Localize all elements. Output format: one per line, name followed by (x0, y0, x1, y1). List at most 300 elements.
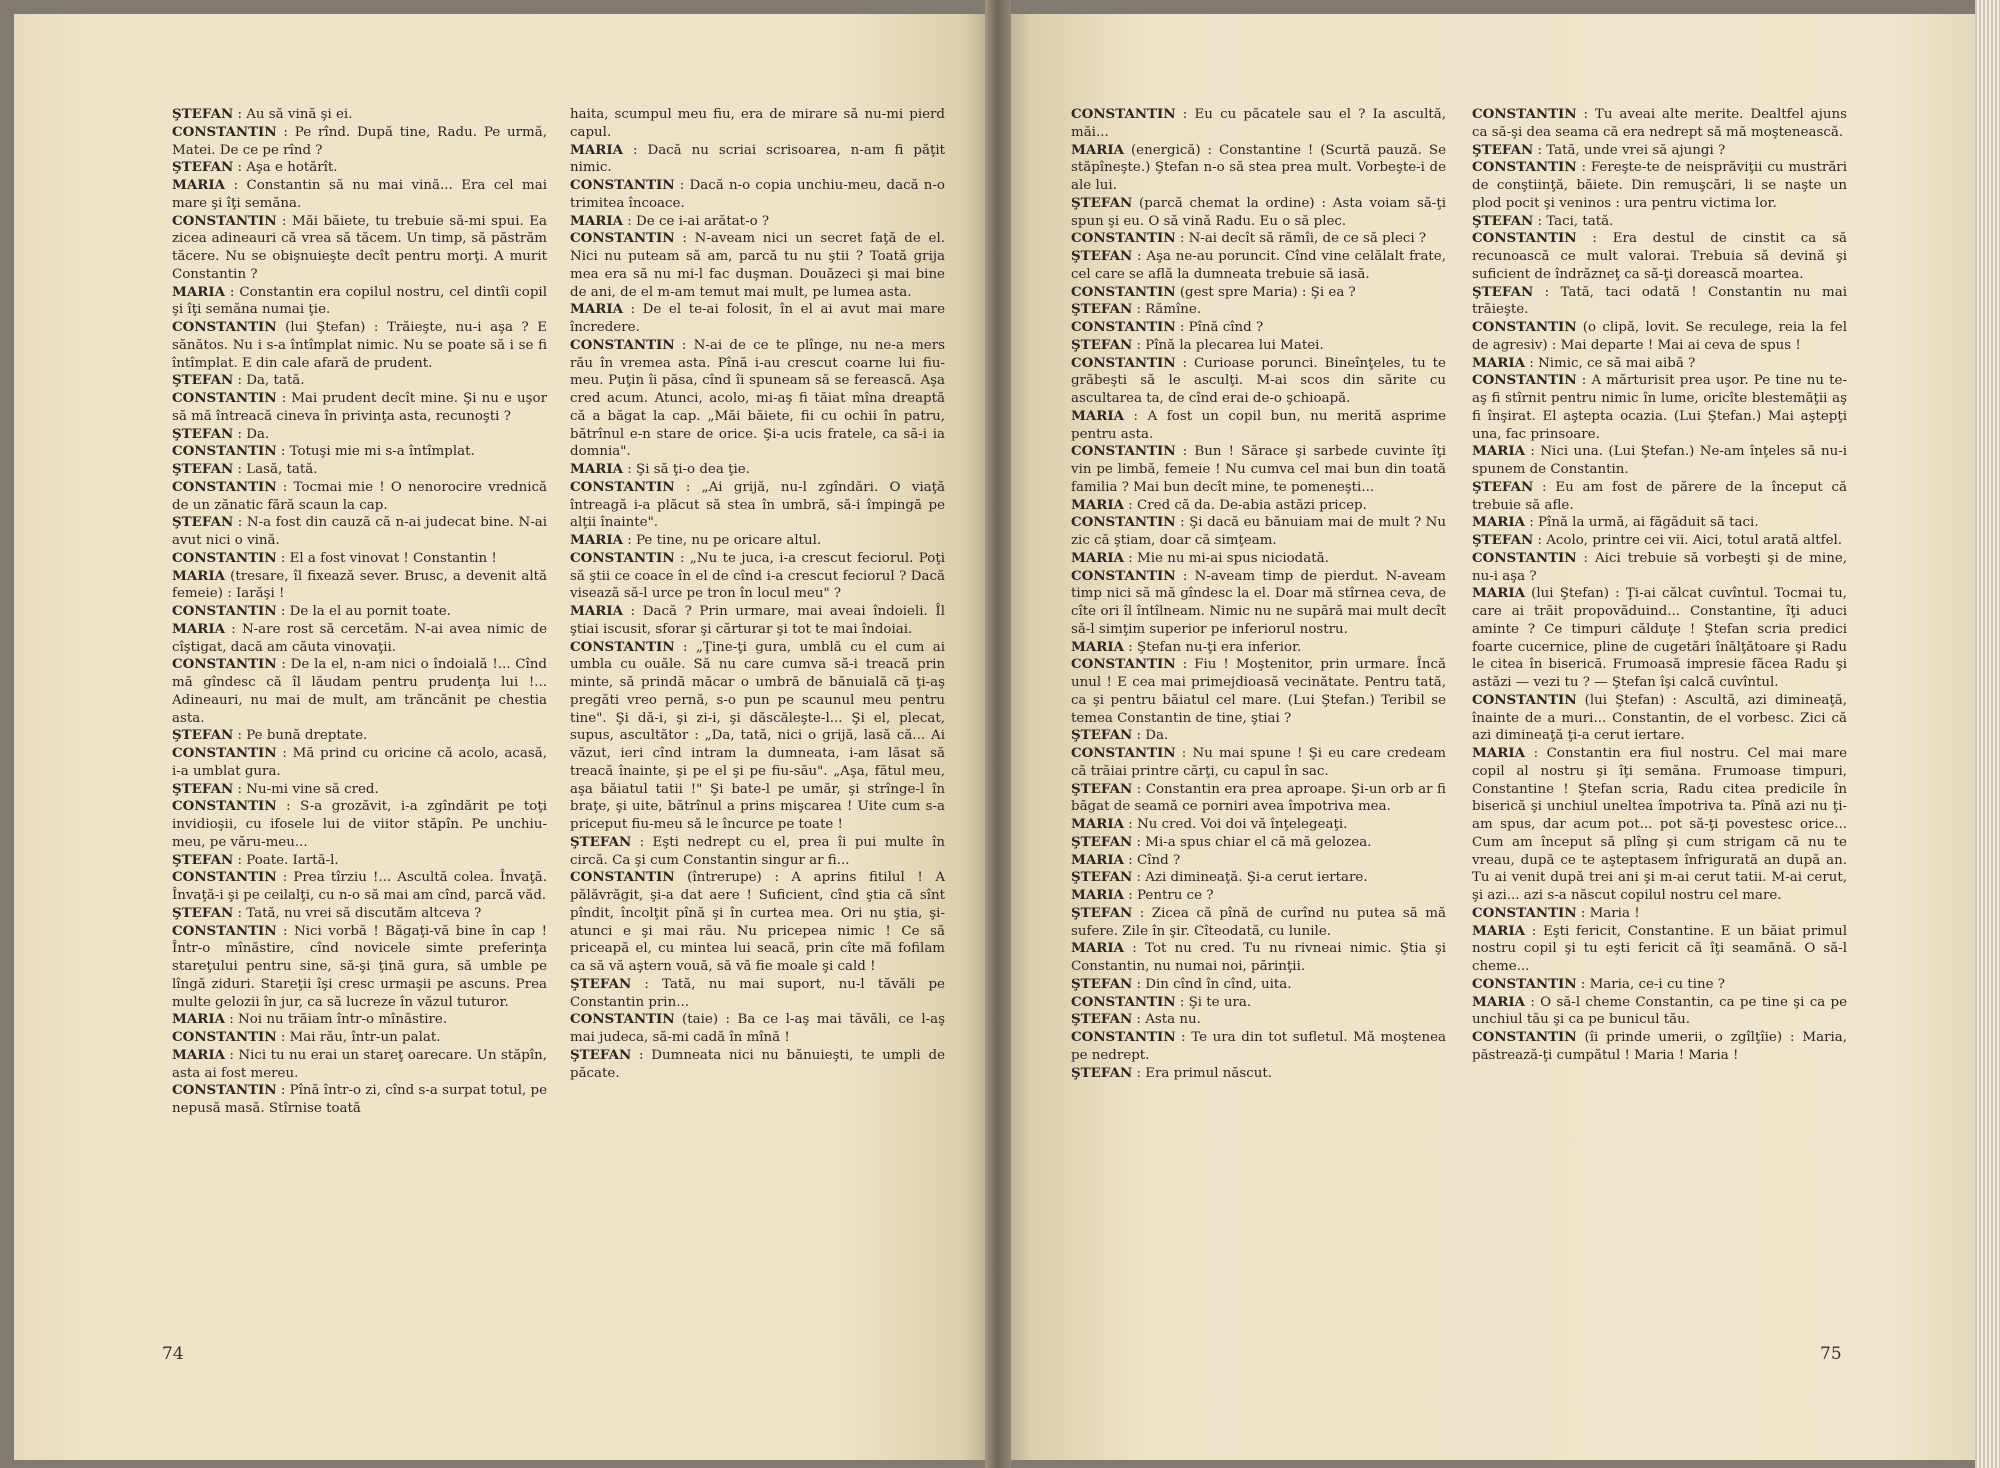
dialogue-line (570, 603, 945, 639)
dialogue-line (1071, 568, 1446, 639)
dialogue-text: : Nici tu nu erai un stareţ oarecare. Un stăpîn, asta ai fost mereu. (172, 1047, 547, 1081)
speaker-name: CONSTANTIN (172, 123, 277, 140)
dialogue-line (172, 745, 547, 781)
dialogue-text: : Cînd ? (1124, 852, 1181, 868)
speaker-name: ŞTEFAN (172, 514, 234, 531)
dialogue-line (172, 905, 547, 923)
dialogue-text: : De el te-ai folosit, în el ai avut mai mare încredere. (570, 302, 945, 335)
dialogue-line (172, 514, 547, 550)
speaker-name: CONSTANTIN (172, 922, 277, 939)
speaker-name: CONSTANTIN (1472, 691, 1577, 708)
speaker-name: ŞTEFAN (1472, 212, 1534, 229)
dialogue-text: : Şi să ţi-o dea ţie. (623, 462, 750, 477)
dialogue-text: : Tată, taci odată ! Constantin nu mai trăieşte. (1472, 284, 1847, 318)
speaker-name: CONSTANTIN (172, 798, 277, 815)
dialogue-line (570, 461, 945, 479)
dialogue-text: : Pe rînd. După tine, Radu. Pe urmă, Matei. De ce pe rînd ? (172, 124, 547, 158)
dialogue-text: : Da, tată. (233, 373, 305, 389)
dialogue-text: : Eu am fost de părere de la început că trebuie să afle. (1472, 479, 1847, 513)
dialogue-text: : El a fost vinovat ! Constantin ! (276, 550, 497, 566)
dialogue-line (1472, 319, 1847, 355)
dialogue-text: : De la el au pornit toate. (276, 604, 451, 619)
speaker-name: MARIA (1071, 816, 1124, 832)
dialogue-line (570, 213, 945, 231)
speaker-name: CONSTANTIN (1472, 1029, 1577, 1045)
dialogue-line (1071, 656, 1446, 727)
dialogue-text: : Mai rău, într-un palat. (276, 1030, 441, 1045)
dialogue-line (570, 479, 945, 532)
dialogue-line (172, 213, 547, 284)
dialogue-text: : Pînă într-o zi, cînd s-a surpat totul, pe nepusă masă. Stîrnise toată (172, 1083, 547, 1116)
dialogue-line (1472, 514, 1847, 532)
dialogue-line (570, 550, 945, 603)
speaker-name: CONSTANTIN (172, 745, 277, 761)
speaker-name: CONSTANTIN (172, 212, 277, 229)
dialogue-text: : Au să vină şi ei. (233, 107, 353, 122)
dialogue-text: : Eşti fericit, Constantine. E un băiat primul nostru copil şi tu eşti fericit că îţi seamănă. O să-l cheme... (1472, 923, 1847, 974)
dialogue-line (172, 124, 547, 160)
dialogue-line (1472, 905, 1847, 923)
dialogue-text: : Măi băiete, tu trebuie să-mi spui. Ea zicea adineauri că vrea să tăcem. Un timp, să păstrăm tăcere. Nu se obişnuieşte decît pentru morţi. A murit Constantin ? (172, 213, 547, 282)
dialogue-line (1071, 230, 1446, 248)
dialogue-line (1071, 727, 1446, 745)
dialogue-text: : Mai prudent decît mine. Şi nu e uşor să mă întreacă cineva în privinţa asta, recunoşti ? (172, 391, 547, 424)
dialogue-line (1472, 443, 1847, 479)
left-page-column-2 (570, 106, 945, 1082)
speaker-name: CONSTANTIN (1472, 106, 1577, 122)
dialogue-line (1472, 976, 1847, 994)
dialogue-text: : A mărturisit prea uşor. Pe tine nu te-aş fi stîrnit pentru nimic în lume, oricîte blestemăţii aş fi înşirat. El aştepta ocazia. (Lui Ştefan.) Mai aştepţi una, fac prinsoare. (1472, 373, 1847, 442)
speaker-name: ŞTEFAN (172, 780, 234, 797)
dialogue-text: : Tată, nu vrei să discutăm altceva ? (233, 905, 482, 921)
speaker-name: MARIA (570, 301, 623, 318)
dialogue-line (1071, 248, 1446, 284)
dialogue-line (570, 639, 945, 834)
dialogue-text: : „Ţine-ţi gura, umblă cu el cum ai umbla cu ouăle. Să nu care cumva să-i treacă prin minte, să prindă măcar o umbră de bănuială că ţi-aş pregăti vreo pernă, s-o pun pe scaunul meu pentru tine". Şi dă-i, şi zi-i, şi dăscăleşte-l... Şi el, plecat, supus, ascultător : „Da, tată, nici o grijă, lasă că... Ai văzut, ieri cînd intram la dumneata, i-am lăsat să treacă înainte, şi pe el şi pe fiu-său". „Aşa, fătul meu, aşa băiatul tatii !" Şi bate-l pe umăr, şi strînge-l în braţe, şi uite, bătrînul a prins mişcarea ! Uite cum s-a priceput fiu-meu să le încurce pe toate ! (570, 639, 945, 832)
dialogue-text: : Asta nu. (1132, 1012, 1201, 1028)
book-spine-gutter (985, 0, 1011, 1468)
dialogue-line (570, 1047, 945, 1083)
dialogue-line (1071, 550, 1446, 568)
dialogue-text: : Pentru ce ? (1124, 888, 1214, 903)
speaker-name: CONSTANTIN (1071, 1029, 1176, 1045)
dialogue-text: : O să-l cheme Constantin, ca pe tine şi ca pe unchiul tău şi ca pe bunicul tău. (1472, 994, 1847, 1028)
dialogue-text: : „Ai grijă, nu-l zgîndări. O viaţă întreagă i-a plăcut să stea în umbră, să-i împingă pe alţii înainte". (570, 479, 945, 531)
dialogue-line (1071, 976, 1446, 994)
dialogue-line (172, 727, 547, 745)
dialogue-line (172, 781, 547, 799)
dialogue-text: : „Nu te juca, i-a crescut feciorul. Poţi să ştii ce coace în el de cînd i-a crescut feciorul ? Dacă visează să-l urce pe tron în locul meu" ? (570, 550, 945, 602)
dialogue-line (172, 159, 547, 177)
dialogue-line (1071, 195, 1446, 231)
speaker-name: CONSTANTIN (1472, 230, 1577, 247)
dialogue-text: : Aşa ne-au poruncit. Cînd vine celălalt frate, cel care se află la dumneata trebuie să iasă. (1071, 249, 1446, 282)
dialogue-line (1071, 834, 1446, 852)
speaker-name: ŞTEFAN (172, 851, 234, 868)
dialogue-text: : De ce i-ai arătat-o ? (623, 213, 770, 229)
speaker-name: ŞTEFAN (1472, 478, 1534, 495)
speaker-name: CONSTANTIN (172, 390, 277, 406)
dialogue-text: (lui Ştefan) : Ţi-ai călcat cuvîntul. Tocmai tu, care ai trăit propovăduind... Constantine, îţi aduci aminte ? Ce timpuri călduţe ! Ştefan scria predici foarte cucernice, pline de cugetări înălţătoare şi Radu le citea în biserică. Frumoasă impresie făcea Radu şi astăzi — vezi tu ? — Ştefan îşi calcă cuvîntul. (1472, 586, 1847, 690)
dialogue-text: : Dacă ? Prin urmare, mai aveai îndoieli. Îl ştiai iscusit, sforar şi cărturar şi tot te mai îndoiai. (570, 604, 945, 637)
speaker-name: MARIA (1071, 549, 1124, 566)
speaker-name: CONSTANTIN (570, 638, 675, 655)
dialogue-text: : Pînă cînd ? (1175, 320, 1264, 335)
speaker-name: MARIA (172, 1011, 225, 1028)
speaker-name: CONSTANTIN (172, 1082, 277, 1099)
speaker-name: CONSTANTIN (1472, 904, 1577, 921)
dialogue-line (172, 1082, 547, 1118)
dialogue-line: haita, scumpul meu fiu, era de mirare să nu-mi pierd capul. (570, 107, 945, 140)
dialogue-text: : Noi nu trăiam într-o mînăstire. (225, 1012, 448, 1028)
dialogue-text: : Azi dimineaţă. Şi-a cerut iertare. (1132, 870, 1368, 886)
dialogue-line (1071, 1011, 1446, 1029)
speaker-name: CONSTANTIN (1472, 975, 1577, 992)
dialogue-line (172, 372, 547, 390)
dialogue-text: : Te ura din tot sufletul. Mă moştenea pe nedrept. (1071, 1030, 1446, 1063)
dialogue-text: (tresare, îl fixează sever. Brusc, a devenit altă femeie) : Iarăşi ! (172, 568, 547, 602)
speaker-name: CONSTANTIN (1472, 372, 1577, 389)
dialogue-text: : Tată, nu mai suport, nu-l tăvăli pe Constantin prin... (570, 976, 945, 1010)
left-page (14, 14, 991, 1460)
speaker-name: CONSTANTIN (172, 319, 277, 335)
dialogue-line (570, 976, 945, 1012)
dialogue-line (1472, 532, 1847, 550)
speaker-name: CONSTANTIN (1071, 230, 1176, 247)
dialogue-text: : Maria, ce-i cu tine ? (1576, 976, 1725, 992)
dialogue-text: : Rămîne. (1132, 302, 1202, 318)
dialogue-line (172, 923, 547, 1012)
speaker-name: MARIA (1472, 585, 1525, 602)
speaker-name: MARIA (1472, 922, 1525, 939)
dialogue-line (172, 550, 547, 568)
dialogue-text: : Din cînd în cînd, uita. (1132, 976, 1292, 992)
speaker-name: ŞTEFAN (172, 425, 234, 442)
speaker-name: ŞTEFAN (1071, 975, 1133, 992)
dialogue-text: : Fereşte-te de neisprăviţii cu mustrări de conştiinţă, băiete. Din remuşcări, li se naşte un plod pocit şi veninos : ura pentru victima lor. (1472, 160, 1847, 211)
speaker-name: CONSTANTIN (1071, 319, 1176, 335)
dialogue-line (1071, 887, 1446, 905)
speaker-name: CONSTANTIN (1071, 106, 1176, 122)
dialogue-line (1472, 692, 1847, 745)
dialogue-text: : Nu-mi vine să cred. (233, 781, 379, 797)
page-number-left: 74 (162, 1344, 184, 1364)
speaker-name: MARIA (1071, 141, 1124, 158)
dialogue-text: (lui Ştefan) : Ascultă, azi dimineaţă, înainte de a muri... Constantin, de el vorbesc. Zici că azi dimineaţă ţi-a cerut iertare. (1472, 692, 1847, 744)
speaker-name: ŞTEFAN (570, 833, 632, 850)
speaker-name: MARIA (570, 141, 623, 158)
dialogue-line (172, 621, 547, 657)
dialogue-line (1071, 142, 1446, 195)
speaker-name: CONSTANTIN (1071, 283, 1176, 300)
dialogue-line (172, 461, 547, 479)
dialogue-line (570, 532, 945, 550)
dialogue-line (1071, 497, 1446, 515)
speaker-name: CONSTANTIN (172, 869, 277, 886)
right-page-column-2 (1472, 106, 1847, 1065)
right-page (1003, 14, 1986, 1460)
dialogue-text: : Şi dacă eu bănuiam mai de mult ? Nu zic că ştiam, doar că simţeam. (1071, 515, 1446, 548)
dialogue-text: : Fiu ! Moştenitor, prin urmare. Încă unul ! E cea mai primejdioasă vecinătate. Pentru tată, ca şi pentru băiatul cel mare. (Lui Ştefan.) Teribil se temea Constantin de tine, ştiai ? (1071, 657, 1446, 726)
speaker-name: MARIA (1071, 851, 1124, 868)
dialogue-text: : Pînă la plecarea lui Matei. (1132, 337, 1324, 353)
speaker-name: CONSTANTIN (172, 603, 277, 619)
dialogue-text: : A fost un copil bun, nu merită asprime pentru asta. (1071, 408, 1446, 442)
dialogue-text: : Aici trebuie să vorbeşti şi de mine, nu-i aşa ? (1472, 550, 1847, 584)
speaker-name: CONSTANTIN (1071, 443, 1176, 460)
right-page-column-1 (1071, 106, 1446, 1082)
speaker-name: CONSTANTIN (570, 230, 675, 247)
dialogue-line (1472, 745, 1847, 905)
dialogue-text: : Nimic, ce să mai aibă ? (1525, 355, 1696, 371)
dialogue-line (172, 390, 547, 426)
dialogue-text: : Taci, tată. (1533, 213, 1614, 229)
dialogue-text: : Era destul de cinstit ca să recunoască ce mult valorai. Trebuia să devină şi suficient de îndrăzneţ ca să-ţi dorească moartea. (1472, 231, 1847, 282)
dialogue-text: : Tocmai mie ! O nenorocire vrednică de un zănatic fără scaun la cap. (172, 479, 547, 513)
dialogue-text: : N-aveam timp de pierdut. N-aveam timp nici să mă gîndesc la el. Doar mă stîrnea ceva, de cîte ori îl întîlneam. Nimic nu ne supără mai mult decît să-l simţim superior pe inferiorul nostru. (1071, 568, 1446, 637)
speaker-name: MARIA (1071, 638, 1124, 655)
dialogue-text: : Mie nu mi-ai spus niciodată. (1124, 550, 1329, 566)
speaker-name: ŞTEFAN (1472, 532, 1534, 548)
dialogue-text: : Ştefan nu-ţi era inferior. (1124, 639, 1302, 655)
speaker-name: ŞTEFAN (172, 904, 234, 921)
dialogue-line (1472, 230, 1847, 283)
speaker-name: CONSTANTIN (1071, 993, 1176, 1010)
dialogue-line (1071, 514, 1446, 550)
speaker-name: CONSTANTIN (1071, 354, 1176, 371)
dialogue-text: : Constantin era fiul nostru. Cel mai mare copil al nostru şi îţi semăna. Frumoase timpuri, Constantine ! Ştefan scria, Radu citea predicile în biserică şi unchiul uneltea împotriva ta. Pînă azi nu ţi-am spus, dar acum pot... pot să-ţi povestesc orice... Cum am început să plîng şi cum strigam că nu te vreau, după ce te aşteptasem înfrigurată an după an. Tu ai venit după trei ani şi m-ai cerut tatii. M-ai cerut, şi azi... azi s-a născut copilul nostru cel mare. (1472, 746, 1847, 903)
dialogue-text: (lui Ştefan) : Trăieşte, nu-i aşa ? E sănătos. Nu i s-a întîmplat nimic. Nu se poate să i se fi întîmplat. E din cale afară de prudent. (172, 320, 547, 371)
dialogue-text: : Pînă la urmă, ai făgăduit să taci. (1525, 515, 1759, 531)
dialogue-line (1071, 781, 1446, 817)
dialogue-line (570, 177, 945, 213)
speaker-name: MARIA (1472, 993, 1525, 1010)
dialogue-text: : Mă prind cu oricine că acolo, acasă, i-a umblat gura. (172, 746, 547, 779)
dialogue-line (570, 230, 945, 301)
speaker-name: ŞTEFAN (1071, 780, 1133, 797)
dialogue-text: : Curioase porunci. Bineînţeles, tu te grăbeşti să le asculţi. M-ai scos din sărite cu ascultarea ta, de cînd erai de-o şchioapă. (1071, 355, 1446, 406)
dialogue-line (570, 834, 945, 870)
dialogue-text: (parcă chemat la ordine) : Asta voiam să-ţi spun şi eu. O să vină Radu. Eu o să plec. (1071, 195, 1446, 229)
speaker-name: MARIA (1071, 407, 1124, 424)
dialogue-line (1071, 355, 1446, 408)
dialogue-line (570, 301, 945, 337)
dialogue-text: : Totuşi mie mi s-a întîmplat. (276, 444, 475, 460)
dialogue-line (172, 177, 547, 213)
dialogue-text: : S-a grozăvit, i-a zgîndărit pe toţi invidioşii, cu ifosele lui de viitor stăpîn. Pe unchiu-meu, pe văru-meu... (172, 799, 547, 850)
page-number-right: 75 (1820, 1344, 1842, 1364)
speaker-name: ŞTEFAN (1071, 301, 1133, 318)
speaker-name: CONSTANTIN (172, 549, 277, 566)
dialogue-line (1071, 639, 1446, 657)
dialogue-line (1071, 994, 1446, 1012)
dialogue-line (172, 426, 547, 444)
speaker-name: CONSTANTIN (570, 336, 675, 353)
speaker-name: MARIA (1071, 940, 1124, 957)
dialogue-line (172, 319, 547, 372)
dialogue-text: : Tată, unde vrei să ajungi ? (1533, 142, 1726, 158)
dialogue-line (1071, 284, 1446, 302)
dialogue-text: : Da. (233, 426, 270, 442)
speaker-name: ŞTEFAN (1071, 869, 1133, 886)
dialogue-text: : N-a fost din cauză că n-ai judecat bine. N-ai avut nici o vină. (172, 515, 547, 548)
dialogue-line (1071, 301, 1446, 319)
speaker-name: MARIA (172, 1046, 225, 1063)
dialogue-text: (gest spre Maria) : Şi ea ? (1175, 284, 1356, 300)
speaker-name: MARIA (1472, 514, 1525, 531)
dialogue-line (172, 1029, 547, 1047)
dialogue-text: : Aşa e hotărît. (233, 160, 338, 176)
dialogue-line (1472, 585, 1847, 692)
dialogue-line (1472, 142, 1847, 160)
dialogue-text: : Nu mai spune ! Şi eu care credeam că trăiai printre cărţi, cu capul în sac. (1071, 746, 1446, 779)
dialogue-line (1071, 905, 1446, 941)
dialogue-text: : Pe bună dreptate. (233, 728, 368, 744)
speaker-name: ŞTEFAN (1071, 336, 1133, 353)
left-page-column-1 (172, 106, 547, 1118)
dialogue-line (1071, 869, 1446, 887)
dialogue-line (172, 284, 547, 320)
dialogue-line (172, 106, 547, 124)
dialogue-line (1071, 745, 1446, 781)
speaker-name: ŞTEFAN (570, 1046, 632, 1063)
speaker-name: MARIA (1472, 354, 1525, 371)
dialogue-line (172, 852, 547, 870)
dialogue-text: : N-aveam nici un secret faţă de el. Nici nu puteam să am, parcă tu nu ştii ? Toată grija mea era să nu mi-l fac duşman. Douăzeci şi mai bine de ani, de el m-am temut mai mult, pe lumea asta. (570, 231, 945, 300)
dialogue-text: : Tot nu cred. Tu nu rivneai nimic. Ştia şi Constantin, nu numai noi, părinţii. (1071, 941, 1446, 974)
dialogue-line (1071, 408, 1446, 444)
dialogue-line (1071, 1065, 1446, 1083)
speaker-name: CONSTANTIN (1472, 319, 1577, 335)
dialogue-text: : Dacă n-o copia unchiu-meu, dacă n-o trimitea încoace. (570, 178, 945, 211)
speaker-name: CONSTANTIN (570, 869, 675, 886)
speaker-name: CONSTANTIN (1472, 549, 1577, 566)
speaker-name: CONSTANTIN (1071, 514, 1176, 531)
speaker-name: CONSTANTIN (172, 443, 277, 460)
dialogue-text: : Era primul născut. (1132, 1065, 1273, 1081)
speaker-name: CONSTANTIN (570, 177, 675, 193)
dialogue-line (1071, 106, 1446, 142)
dialogue-line (1472, 550, 1847, 586)
dialogue-line (1472, 355, 1847, 373)
dialogue-text: : N-are rost să cercetăm. N-ai avea nimic de cîştigat, dacă am căuta vinovaţii. (172, 621, 547, 655)
speaker-name: ŞTEFAN (172, 727, 234, 744)
dialogue-line (570, 869, 945, 976)
dialogue-line (172, 656, 547, 727)
dialogue-text: : Prea tîrziu !... Ascultă colea. Învaţă. Învaţă-i şi pe ceilalţi, cu n-o să mai am cînd, parcă văd. (172, 870, 547, 903)
dialogue-line (1071, 940, 1446, 976)
dialogue-line (1472, 213, 1847, 231)
dialogue-line (1071, 319, 1446, 337)
dialogue-line (1472, 994, 1847, 1030)
speaker-name: MARIA (172, 177, 225, 193)
dialogue-line (1472, 159, 1847, 212)
dialogue-line (172, 798, 547, 851)
dialogue-text: : Da. (1132, 728, 1169, 744)
speaker-name: CONSTANTIN (172, 656, 277, 673)
dialogue-text: : De la el, n-am nici o îndoială !... Cînd mă gîndesc că îl lăudam pentru prudenţa lui !... Adineauri, nu mai de mult, am trăncănit pe chestia asta. (172, 657, 547, 726)
page-edges (1975, 0, 2000, 1468)
dialogue-text: : Lasă, tată. (233, 462, 318, 477)
dialogue-line (570, 1011, 945, 1047)
speaker-name: ŞTEFAN (1071, 194, 1133, 211)
dialogue-text: : Dumneata nici nu bănuieşti, te umpli de păcate. (570, 1047, 945, 1081)
speaker-name: CONSTANTIN (1071, 745, 1176, 761)
dialogue-line (1071, 1029, 1446, 1065)
speaker-name: ŞTEFAN (1472, 283, 1534, 300)
dialogue-line (172, 603, 547, 621)
speaker-name: ŞTEFAN (1071, 1064, 1133, 1081)
speaker-name: CONSTANTIN (1071, 567, 1176, 584)
dialogue-text: : N-ai de ce te plînge, nu ne-a mers rău în vremea asta. Pînă i-au crescut coarne lui fiu-meu. Puţin îi păsa, cînd îi spuneam să se ferească. Aşa cred acum. Atunci, acolo, mi-aş fi tăiat mîna dreaptă că a băgat la cap. „Măi băiete, fii cu ochii în patru, bătrînul e-n stare de orice. Şi-a ucis fratele, ca să-i ia domnia". (570, 337, 945, 460)
speaker-name: ŞTEFAN (1071, 248, 1133, 264)
dialogue-text: : Mi-a spus chiar el că mă gelozea. (1132, 834, 1372, 850)
speaker-name: ŞTEFAN (172, 159, 234, 176)
dialogue-text: : Nici una. (Lui Ştefan.) Ne-am înţeles să nu-i spunem de Constantin. (1472, 444, 1847, 477)
speaker-name: ŞTEFAN (570, 975, 632, 992)
dialogue-line (1472, 1029, 1847, 1065)
dialogue-line (1071, 443, 1446, 496)
dialogue-line (172, 443, 547, 461)
speaker-name: MARIA (1071, 496, 1124, 513)
speaker-name: CONSTANTIN (570, 1011, 675, 1028)
dialogue-text: : Dacă nu scriai scrisoarea, n-am fi păţit nimic. (570, 142, 945, 176)
dialogue-text: (energică) : Constantine ! (Scurtă pauză. Se stăpîneşte.) Ştefan n-o să stea prea mult. Vorbeşte-i de ale lui. (1071, 142, 1446, 193)
speaker-name: CONSTANTIN (570, 549, 675, 566)
dialogue-text: : Nici vorbă ! Băgaţi-vă bine în cap ! Într-o mînăstire, cînd novicele simte preferinţa stareţului pentru sine, să-şi ţină gura, să umble pe lîngă ziduri. Stareţii îşi cresc urmaşii pe ascuns. Prea multe gelozii în jur, ca să lucreze în văzul tuturor. (172, 923, 547, 1010)
dialogue-line (1472, 106, 1847, 142)
dialogue-line (1472, 284, 1847, 320)
speaker-name: ŞTEFAN (1071, 904, 1133, 921)
speaker-name: CONSTANTIN (570, 478, 675, 495)
speaker-name: ŞTEFAN (172, 372, 234, 389)
dialogue-text: : Pe tine, nu pe oricare altul. (623, 533, 822, 548)
dialogue-text: : Tu aveai alte merite. Dealtfel ajuns ca să-şi dea seama că era nedrept să mă moştenească. (1472, 107, 1847, 140)
speaker-name: CONSTANTIN (1071, 656, 1176, 673)
speaker-name: MARIA (172, 283, 225, 300)
dialogue-text: : N-ai decît să rămîi, de ce să pleci ? (1175, 231, 1427, 247)
speaker-name: MARIA (570, 212, 623, 229)
dialogue-line (172, 479, 547, 515)
speaker-name: ŞTEFAN (1472, 141, 1534, 158)
dialogue-line (1472, 479, 1847, 515)
dialogue-line (172, 869, 547, 905)
speaker-name: MARIA (570, 603, 623, 619)
speaker-name: MARIA (172, 620, 225, 637)
speaker-name: ŞTEFAN (1071, 833, 1133, 850)
dialogue-text: (îi prinde umerii, o zgîlţîie) : Maria, păstrează-ţi cumpătul ! Maria ! Maria ! (1472, 1030, 1847, 1063)
speaker-name: CONSTANTIN (172, 478, 277, 495)
dialogue-text: : Bun ! Săracе şi sarbede cuvinte îţi vin pe limbă, femeie ! Nu cumva cel mai bun din toată familia ? Mai bun decît mine, te pomeneşti... (1071, 444, 1446, 495)
dialogue-line (570, 337, 945, 461)
dialogue-text: : Constantin să nu mai vină... Era cel mai mare şi îţi semăna. (172, 178, 547, 211)
speaker-name: ŞTEFAN (172, 461, 234, 477)
dialogue-text: (întrerupe) : A aprins fitilul ! A pălăvrăgit, şi-a dat aere ! Suficient, cînd ştia că sînt pîndit, încolţit pînă şi în curtea mea. Ori nu ştia, şi-atunci e şi mai rău. Nu pricepea nimic ! Ce să priceapă el, cu mintea lui seacă, prin cîte mă fofilam ca să vă aştern vouă, să vă fie moale şi cald ! (570, 870, 945, 974)
dialogue-text: (o clipă, lovit. Se reculege, reia la fel de agresiv) : Mai departe ! Mai ai ceva de spus ! (1472, 320, 1847, 353)
dialogue-text: : Cred că da. De-abia astăzi pricep. (1124, 497, 1367, 513)
speaker-name: ŞTEFAN (1071, 1011, 1133, 1028)
dialogue-line (1472, 923, 1847, 976)
dialogue-text: : Constantin era prea aproape. Şi-un orb ar fi băgat de seamă ce porniri avea împotriva mea. (1071, 781, 1446, 815)
dialogue-line (1472, 372, 1847, 443)
speaker-name: MARIA (1472, 443, 1525, 460)
dialogue-text: : Poate. Iartă-l. (233, 852, 339, 868)
dialogue-text: : Zicea că pînă de curînd nu putea să mă sufere. Zile în şir. Cîteodată, cu lunile. (1071, 905, 1446, 939)
speaker-name: CONSTANTIN (1472, 159, 1577, 176)
dialogue-line (1071, 852, 1446, 870)
dialogue-line (570, 142, 945, 178)
dialogue-text: : Acolo, printre cei vii. Aici, totul arată altfel. (1533, 533, 1843, 548)
